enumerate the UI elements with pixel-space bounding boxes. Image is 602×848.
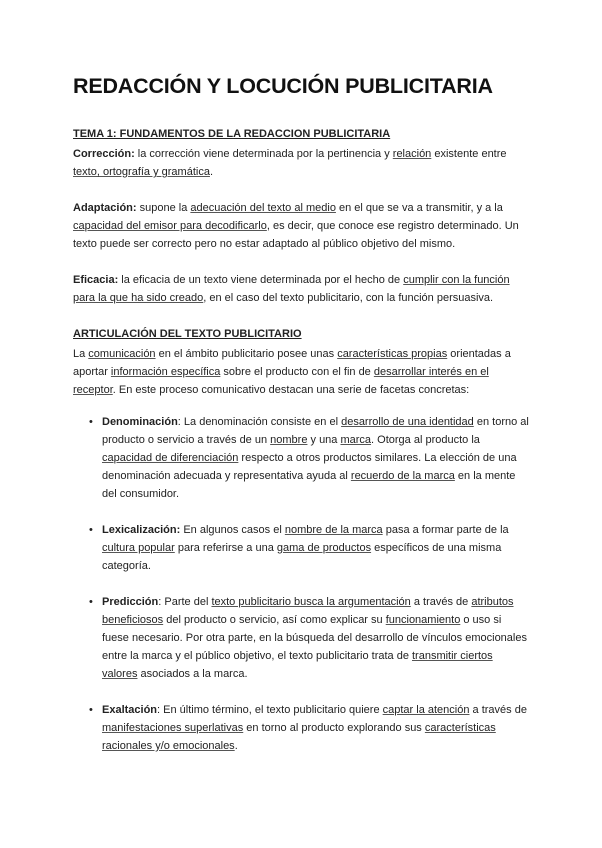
underlined-phrase: nombre de la marca xyxy=(284,524,383,536)
underlined-phrase: relación xyxy=(392,148,432,160)
underlined-phrase: funcionamiento xyxy=(385,614,461,626)
list-item-prediccion xyxy=(89,593,531,683)
text-run: en el que se va a transmitir, y a la xyxy=(335,202,503,214)
underlined-phrase: cumplir con la función para la que ha sido creado xyxy=(73,274,510,304)
document-page xyxy=(73,74,531,773)
text-run: asociados a la marca. xyxy=(137,668,248,680)
underlined-phrase: nombre xyxy=(270,434,308,446)
list-item-denominacion xyxy=(89,413,531,503)
list-item-text xyxy=(102,596,527,680)
text-run: La xyxy=(73,348,89,360)
bullet-icon: • xyxy=(89,524,93,536)
text-run: la eficacia de un texto viene determinada por el hecho de xyxy=(118,274,404,286)
underlined-phrase: características propias xyxy=(337,348,448,360)
text-run: y una xyxy=(307,434,341,446)
term-label: Predicción xyxy=(102,596,159,608)
text-run: : En último término, el texto publicitario quiere xyxy=(157,704,383,716)
underlined-phrase: texto, ortografía y gramática xyxy=(73,166,210,178)
paragraph-eficacia xyxy=(73,271,531,307)
text-run: específicos de una misma categoría. xyxy=(102,542,502,572)
text-run: o uso si fuese necesario. Por otra parte, en la búsqueda del desarrollo de vínculos emocionales entre la marca y el público objetivo, el texto publicitario trata de xyxy=(102,614,527,662)
text-run: , es decir, que conoce ese registro determinado. Un texto puede ser correcto pero no estar adaptado al público objetivo del mismo. xyxy=(73,220,519,250)
text-run: del producto o servicio, así como explicar su xyxy=(163,614,386,626)
section-heading-tema1: TEMA 1: FUNDAMENTOS DE LA REDACCION PUBLICITARIA xyxy=(73,128,391,140)
underlined-phrase: marca xyxy=(340,434,372,446)
text-run: . Otorga al producto la xyxy=(371,434,480,446)
list-item-exaltacion xyxy=(89,701,531,755)
underlined-phrase: características racionales y/o emocionales xyxy=(102,722,496,752)
paragraph-correccion xyxy=(73,145,531,181)
text-run: existente entre xyxy=(431,148,507,160)
text-run: . xyxy=(234,740,238,752)
term-label: Corrección: xyxy=(73,148,135,160)
text-run: a través de xyxy=(469,704,527,716)
underlined-phrase: información específica xyxy=(110,366,221,378)
list-item-text xyxy=(102,416,529,500)
underlined-phrase: transmitir ciertos valores xyxy=(102,650,493,680)
text-run: , en el caso del texto publicitario, con la función persuasiva. xyxy=(203,292,494,304)
underlined-phrase: recuerdo de la marca xyxy=(350,470,455,482)
bullet-icon: • xyxy=(89,596,93,608)
underlined-phrase: capacidad de diferenciación xyxy=(102,452,239,464)
text-run: supone la xyxy=(136,202,191,214)
underlined-phrase: cultura popular xyxy=(102,542,175,554)
term-label: Lexicalización: xyxy=(102,524,181,536)
underlined-phrase: adecuación del texto al medio xyxy=(190,202,336,214)
document-title: REDACCIÓN Y LOCUCIÓN PUBLICITARIA xyxy=(73,74,493,98)
underlined-phrase: captar la atención xyxy=(382,704,470,716)
text-run: en la mente del consumidor. xyxy=(102,470,516,500)
underlined-phrase: desarrollar interés en el receptor xyxy=(73,366,489,396)
text-run: . xyxy=(209,166,214,178)
text-run: en torno al producto explorando sus xyxy=(243,722,425,734)
bullet-icon: • xyxy=(89,704,93,716)
paragraph-intro xyxy=(73,345,531,399)
underlined-phrase: texto publicitario busca la argumentación xyxy=(211,596,411,608)
text-run: para referirse a una xyxy=(174,542,277,554)
bullet-icon: • xyxy=(89,416,93,428)
term-label: Adaptación: xyxy=(73,202,137,214)
text-run: : La denominación consiste en el xyxy=(177,416,342,428)
underlined-phrase: comunicación xyxy=(88,348,156,360)
list-item-lexicalizacion xyxy=(89,521,531,575)
text-run: en el ámbito publicitario posee unas xyxy=(155,348,338,360)
underlined-phrase: gama de productos xyxy=(276,542,372,554)
section-heading-articulacion: ARTICULACIÓN DEL TEXTO PUBLICITARIO xyxy=(73,328,302,340)
facets-list xyxy=(73,413,531,755)
underlined-phrase: desarrollo de una identidad xyxy=(341,416,474,428)
underlined-phrase: atributos beneficiosos xyxy=(102,596,514,626)
text-run: en torno al producto o servicio a través de un xyxy=(102,416,529,446)
list-item-text xyxy=(102,524,509,572)
text-run: . En este proceso comunicativo destacan una serie de facetas concretas: xyxy=(112,384,470,396)
list-item-text xyxy=(102,704,527,752)
text-run: respecto a otros productos similares. La elección de una denominación adecuada y representativa ayuda al xyxy=(102,452,517,482)
text-run: a través de xyxy=(410,596,472,608)
paragraph-adaptacion xyxy=(73,199,531,253)
text-run: pasa a formar parte de la xyxy=(382,524,509,536)
text-run: orientadas a aportar xyxy=(73,348,511,378)
term-label: Exaltación xyxy=(102,704,158,716)
text-run: En algunos casos el xyxy=(180,524,285,536)
text-run: : Parte del xyxy=(158,596,212,608)
text-run: la corrección viene determinada por la pertinencia y xyxy=(134,148,393,160)
term-label: Eficacia: xyxy=(73,274,119,286)
underlined-phrase: capacidad del emisor para decodificarlo xyxy=(73,220,267,232)
term-label: Denominación xyxy=(102,416,178,428)
underlined-phrase: manifestaciones superlativas xyxy=(102,722,244,734)
text-run: sobre el producto con el fin de xyxy=(220,366,374,378)
